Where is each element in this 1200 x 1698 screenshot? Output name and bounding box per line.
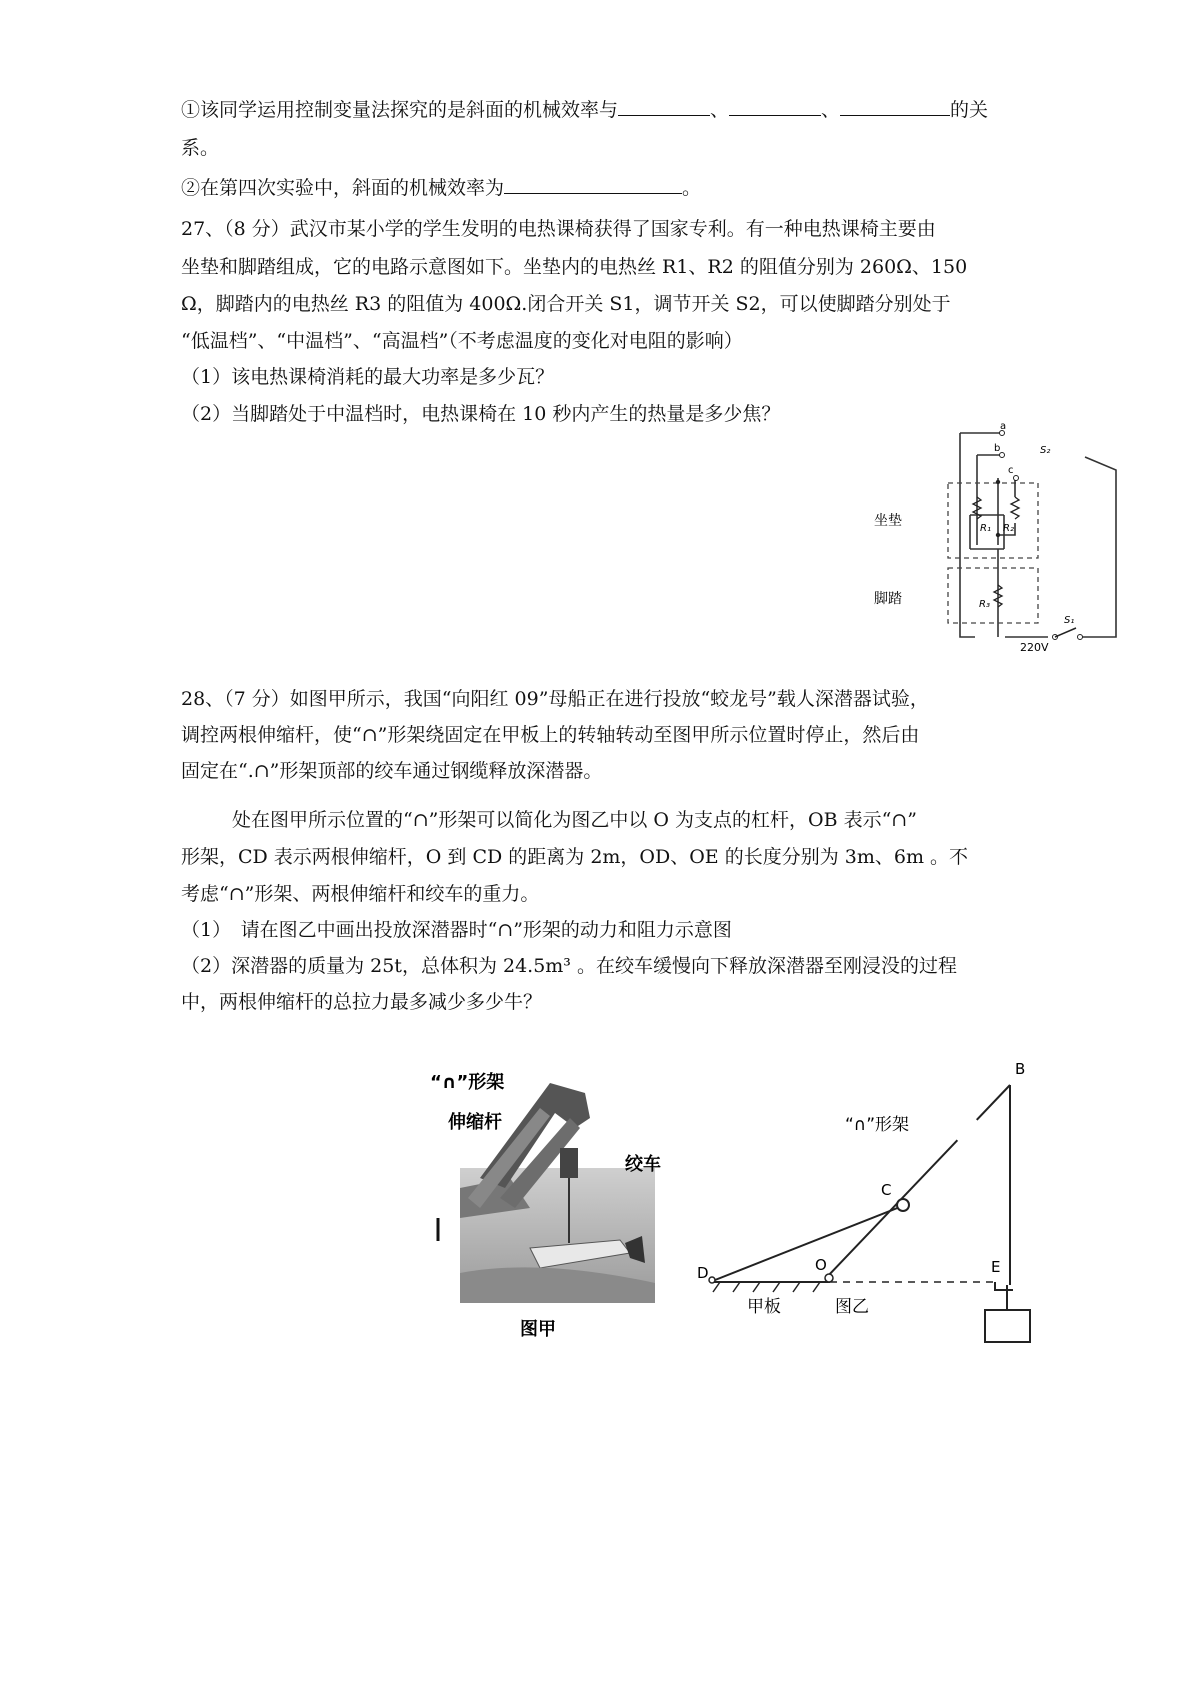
q26-line1: ①该同学运用控制变量法探究的是斜面的机械效率与 、 、 的关 bbox=[181, 99, 989, 121]
q28-line5: 形架，CD 表示两根伸缩杆，O 到 CD 的距离为 2m，OD、OE 的长度分别为 3m、6m 。不 bbox=[181, 846, 969, 868]
winch-label-jia: 绞车 bbox=[625, 1154, 661, 1175]
q28-line4: 处在图甲所示位置的“∩”形架可以简化为图乙中以 O 为支点的杠杆，OB 表示“∩” bbox=[232, 809, 917, 831]
s1-label: S₁ bbox=[1064, 615, 1075, 626]
figure-jia-photo bbox=[420, 1058, 665, 1348]
resistor-r2-icon bbox=[1011, 497, 1019, 519]
answer-blank-3[interactable] bbox=[840, 97, 950, 116]
q28-line6: 考虑“∩”形架、两根伸缩杆和绞车的重力。 bbox=[181, 883, 540, 905]
q27-line3: Ω，脚踏内的电热丝 R3 的阻值为 400Ω.闭合开关 S1，调节开关 S2，可以使脚踏分别处于 bbox=[181, 293, 951, 315]
q28-line8: （2）深潜器的质量为 25t，总体积为 24.5m³ 。在绞车缓慢向下释放深潜器至刚浸没的过程 bbox=[181, 955, 957, 977]
foot-dashed-box bbox=[948, 568, 1038, 623]
q28-line1: 28、（7 分）如图甲所示，我国“向阳红 09”母船正在进行投放“蛟龙号”载人深潜器试验， bbox=[181, 688, 929, 710]
switch-s1-icon bbox=[1055, 628, 1076, 637]
answer-blank-4[interactable] bbox=[504, 175, 682, 194]
voltage-label: 220V bbox=[1020, 641, 1049, 654]
contact-c-icon bbox=[1014, 476, 1019, 481]
figure-yi-caption: 图乙 bbox=[835, 1297, 869, 1317]
q26-line3: ②在第四次实验中，斜面的机械效率为 。 bbox=[181, 177, 702, 199]
lever-ob bbox=[827, 1085, 1010, 1277]
point-o-label: O bbox=[815, 1256, 827, 1274]
seat-label: 坐垫 bbox=[874, 513, 902, 529]
figure-jia-caption: 图甲 bbox=[520, 1319, 556, 1340]
q28-line2: 调控两根伸缩杆，使“∩”形架绕固定在甲板上的转轴转动至图甲所示位置时停止，然后由 bbox=[181, 724, 920, 746]
seat-dashed-box bbox=[948, 483, 1038, 558]
circuit-diagram bbox=[874, 421, 1130, 655]
q27-line5: （1）该电热课椅消耗的最大功率是多少瓦？ bbox=[181, 366, 555, 388]
q27-line1: 27、（8 分）武汉市某小学的学生发明的电热课椅获得了国家专利。有一种电热课椅主要由 bbox=[181, 218, 936, 240]
q27-line6: （2）当脚踏处于中温档时，电热课椅在 10 秒内产生的热量是多少焦？ bbox=[181, 403, 781, 425]
q28-line7: （1） 请在图乙中画出投放深潜器时“∩”形架的动力和阻力示意图 bbox=[181, 919, 732, 941]
contact-c-label: c bbox=[1008, 465, 1014, 476]
deck-label: 甲板 bbox=[747, 1297, 781, 1317]
r2-label: R₂ bbox=[1003, 523, 1014, 534]
foot-label: 脚踏 bbox=[874, 591, 902, 607]
answer-blank-2[interactable] bbox=[729, 97, 821, 116]
frame-label-yi: “∩”形架 bbox=[845, 1115, 910, 1135]
contact-b-label: b bbox=[994, 443, 1001, 454]
point-b-label: B bbox=[1015, 1060, 1026, 1078]
q28-line3: 固定在“.∩”形架顶部的绞车通过钢缆释放深潜器。 bbox=[181, 760, 603, 782]
q27-line4: “低温档”、“中温档”、“高温档”（不考虑温度的变化对电阻的影响） bbox=[181, 330, 743, 352]
figure-yi-diagram bbox=[695, 1060, 1045, 1360]
rod-cd bbox=[710, 1205, 905, 1282]
q26-line2: 系。 bbox=[181, 137, 220, 159]
pulley-c-icon bbox=[897, 1199, 909, 1211]
submersible-box bbox=[985, 1310, 1030, 1342]
pivot-o-icon bbox=[825, 1274, 833, 1282]
rod-label-jia: 伸缩杆 bbox=[448, 1112, 502, 1133]
pivot-d-icon bbox=[709, 1277, 715, 1283]
contact-a-label: a bbox=[1000, 421, 1007, 432]
point-e-label: E bbox=[991, 1258, 1001, 1276]
answer-blank-1[interactable] bbox=[618, 97, 710, 116]
r1-label: R₁ bbox=[980, 523, 991, 534]
r3-label: R₃ bbox=[979, 599, 990, 610]
q28-line9: 中，两根伸缩杆的总拉力最多减少多少牛？ bbox=[181, 991, 543, 1013]
frame-label-jia: “∩”形架 bbox=[430, 1072, 505, 1093]
point-c-label: C bbox=[881, 1181, 892, 1199]
point-d-label: D bbox=[697, 1264, 709, 1282]
q27-line2: 坐垫和脚踏组成，它的电路示意图如下。坐垫内的电热丝 R1、R2 的阻值分别为 260Ω、150 bbox=[181, 256, 968, 278]
s2-label: S₂ bbox=[1040, 445, 1051, 456]
